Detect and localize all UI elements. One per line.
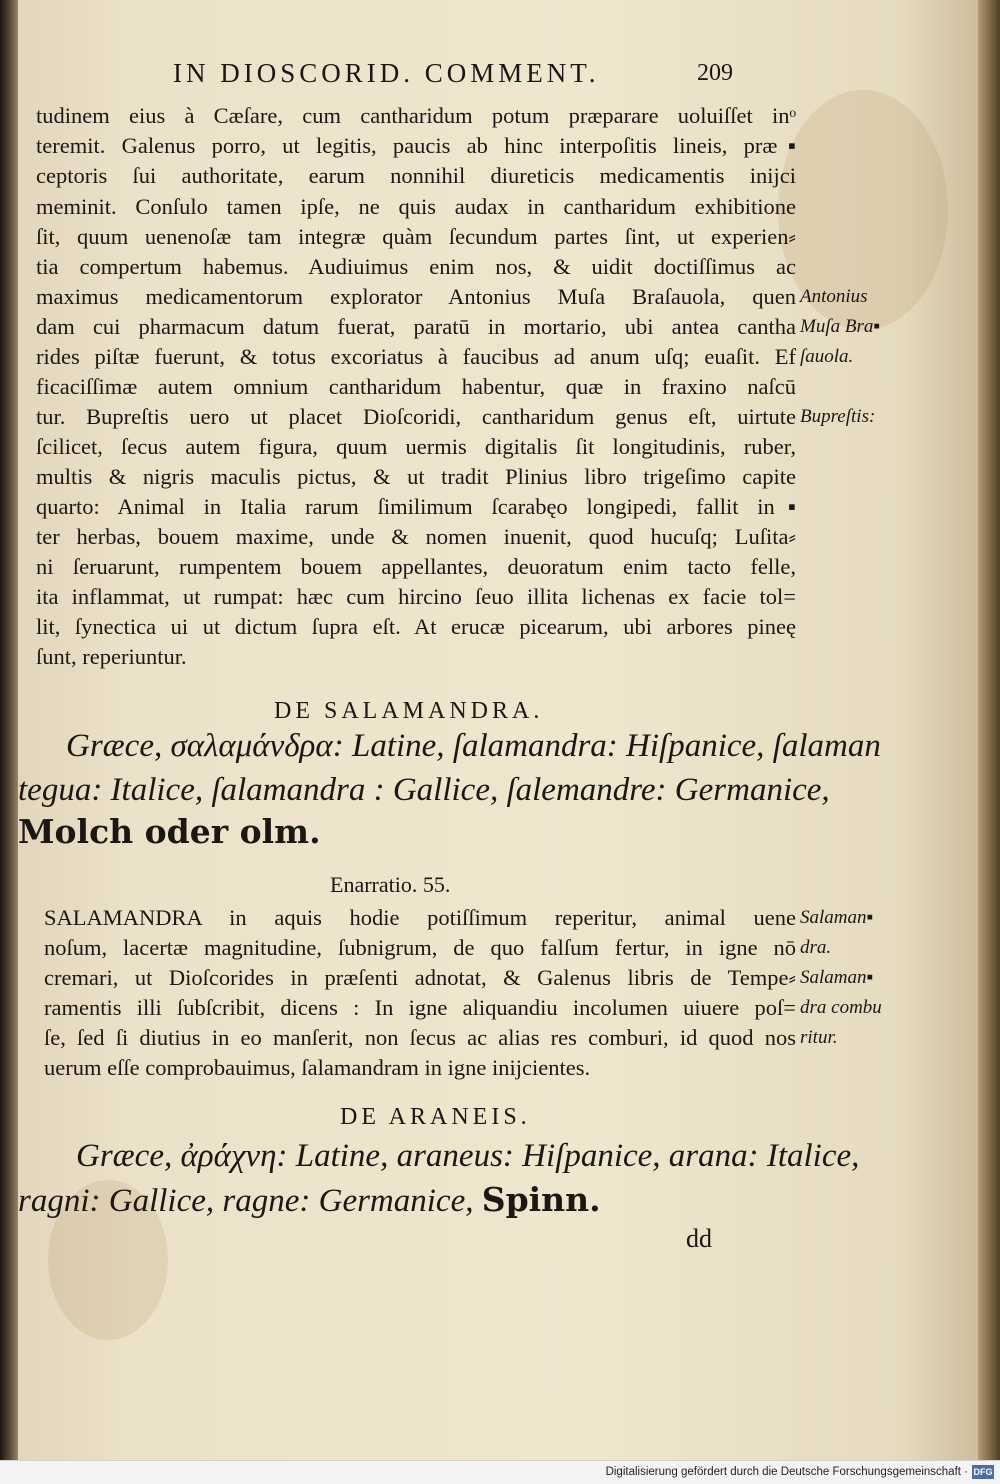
body-line: rides piſtæ fuerunt, & totus excoriatus à faucibus ad anum uſq; euaſit. Ef (36, 344, 796, 369)
margin-note: Bupreſtis: (800, 406, 876, 427)
margin-note: dra combu (800, 997, 882, 1018)
body-line: noſum, lacertæ magnitudine, ſubnigrum, de quo falſum fertur, in igne nō (44, 935, 796, 960)
body-line: ceptoris ſui authoritate, earum nonnihil diureticis medicamentis inijci (36, 163, 796, 188)
page-number: 209 (697, 60, 733, 86)
body-line: multis & nigris maculis pictus, & ut tradit Plinius libro trigeſimo capite (36, 464, 796, 489)
enarratio-label: Enarratio. 55. (330, 872, 451, 897)
body-line: uerum eſſe comprobauimus, ſalamandram in igne inijcientes. (44, 1055, 591, 1080)
body-line: tudinem eius à Cæſare, cum cantharidum potum præparare uoluiſſet inᵒ (36, 103, 796, 128)
body-line: ſit, quum uenenoſæ tam integræ quàm ſecundum partes ſint, ut experien⸗ (36, 224, 796, 249)
body-line: meminit. Conſulo tamen ipſe, ne quis audax in cantharidum exhibitione (36, 194, 796, 219)
body-line: dam cui pharmacum datum fuerat, paratū in mortario, ubi antea cantha (36, 314, 796, 339)
running-head-title: IN DIOSCORID. COMMENT. (173, 58, 600, 88)
body-line: lit, ſynectica ui ut dictum ſupra eſt. At erucæ picearum, ubi arbores pineę (36, 614, 796, 639)
section-heading-salamandra: DE SALAMANDRA. (274, 698, 544, 724)
margin-note: Salaman▪ (800, 967, 874, 988)
salamandra-synonyms-line: tegua: Italice, ſalamandra : Gallice, ſalemandre: Germanice, (18, 772, 830, 808)
funding-credit: Digitalisierung gefördert durch die Deutsche Forschungsgemeinschaft · (605, 1466, 968, 1478)
digitization-footer (0, 1460, 1000, 1484)
salamandra-synonyms-line: Græce, σαλαμάνδρα: Latine, ſalamandra: Hiſpanice, ſalaman (66, 728, 881, 764)
body-line: ſcilicet, ſecus autem figura, quum uermis digitalis ſit longitudinis, ruber, (36, 434, 796, 459)
body-line: quarto: Animal in Italia rarum ſimilimum ſcarabęo longipedi, fallit in▪ (36, 494, 796, 519)
body-line: maximus medicamentorum explorator Antonius Muſa Braſauola, quen (36, 284, 796, 309)
margin-note: Antonius (800, 286, 868, 307)
page-paper (18, 0, 978, 1460)
araneis-synonyms-prefix: ragni: Gallice, ragne: Germanice, (18, 1183, 474, 1219)
body-line: ni ſeruarunt, rumpentem bouem appellantes, deuoratum enim tacto felle, (36, 554, 796, 579)
margin-note: dra. (800, 937, 832, 958)
body-line: ita inflammat, ut rumpat: hæc cum hircino ſeuo illita lichenas ex facie tol= (36, 584, 796, 609)
margin-note: Salaman▪ (800, 907, 874, 928)
salamandra-german-name: Molch oder olm. (18, 812, 321, 851)
margin-note: ritur. (800, 1027, 838, 1048)
body-line: tia compertum habemus. Audiuimus enim nos, & uidit doctiſſimus ac (36, 254, 796, 279)
margin-note: Muſa Bra▪ (800, 316, 881, 337)
body-line: ſe, ſed ſi diutius in eo manſerit, non ſecus ac alias res comburi, id quod nos (44, 1025, 796, 1050)
margin-note: ſauola. (800, 346, 854, 367)
body-line: cremari, ut Dioſcorides in præſenti adnotat, & Galenus libris de Tempe⸗ (44, 965, 796, 990)
araneis-synonyms-line (18, 1180, 601, 1221)
body-line: ficaciſſimæ autem omnium cantharidum habentur, quæ in fraxino naſcū (36, 374, 796, 399)
araneis-synonyms-line: Græce, ἀράχνη: Latine, araneus: Hiſpanice, arana: Italice, (76, 1138, 860, 1174)
body-line: tur. Bupreſtis uero ut placet Dioſcoridi, cantharidum genus eſt, uirtute (36, 404, 796, 429)
dfg-logo: DFG (973, 1467, 993, 1477)
body-line: ſunt, reperiuntur. (36, 644, 187, 669)
body-line: ter herbas, bouem maxime, unde & nomen inuenit, quod hucuſq; Luſita⸗ (36, 524, 796, 549)
body-line: teremit. Galenus porro, ut legitis, paucis ab hinc interpoſitis lineis, præ▪ (36, 133, 796, 158)
signature-mark: dd (686, 1224, 712, 1253)
araneis-german-name: Spinn. (481, 1180, 601, 1219)
running-head (173, 58, 733, 98)
body-line: ramentis illi ſubſcribit, dicens : In igne aliquandiu incolumen uiuere poſ= (44, 995, 796, 1020)
body-line: SALAMANDRA in aquis hodie potiſſimum reperitur, animal uene (44, 905, 796, 930)
book-fore-edge (978, 0, 1000, 1460)
section-heading-araneis: DE ARANEIS. (340, 1104, 531, 1130)
